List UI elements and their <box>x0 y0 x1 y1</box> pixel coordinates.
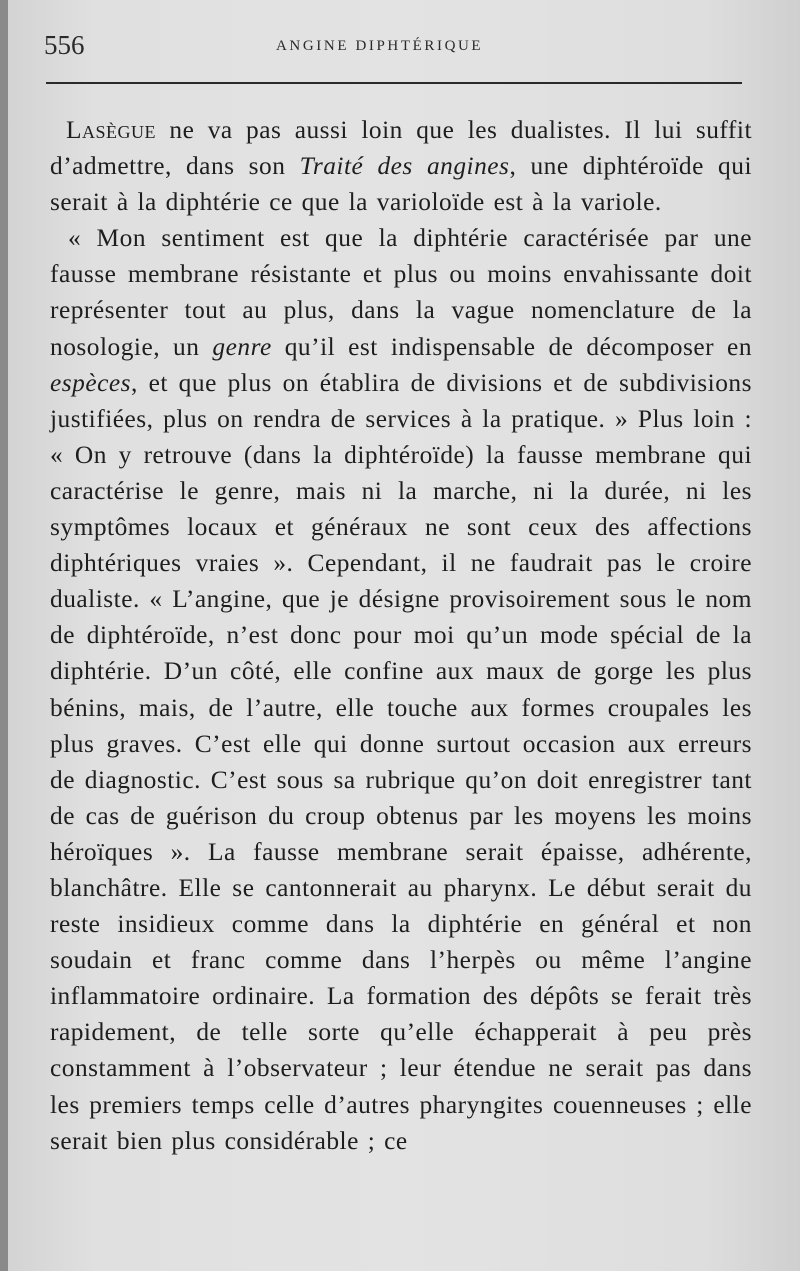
paragraph-2-text-2: qu’il est indispensable de décomposer en <box>271 332 753 361</box>
paragraph-1-text-1: ne va pas aussi loin que les dualistes. Il lui suffit d’admettre, dans son <box>50 116 752 181</box>
page-number: 556 <box>44 30 85 60</box>
page-left-edge <box>0 0 8 1271</box>
body-text <box>50 112 752 1159</box>
header-rule <box>46 82 742 84</box>
paragraph-2-text-3: , et que plus on établira de divisions et de subdivisions justifiées, plus on rendra de services à la pratique. » Plus loin : « On y retrouve (dans la diphtéroïde) la fausse membrane qui caractérise le genre, mais ni la marche, ni la durée, ni les symptômes locaux et généraux ne sont ceux des affections diphtériques vraies ». Cependant, il ne faudrait pas le croire dualiste. « L’angine, que je désigne provisoirement sous le nom de diphtéroïde, n’est donc pour moi qu’un mode spécial de la diphtérie. D’un côté, elle confine aux maux de gorge les plus bénins, mais, de l’autre, elle touche aux formes croupales les plus graves. C’est elle qui donne surtout occasion aux erreurs de diagnostic. C’est sous sa rubrique qu’on doit enregistrer tant de cas de guérison du croup obtenus par les moyens les moins héroïques ». La fausse membrane serait épaisse, adhérente, blanchâtre. Elle se cantonnerait au pharynx. Le début serait du reste insidieux comme dans la diphtérie en général et non soudain et franc comme dans l’herpès ou même l’angine inflammatoire ordinaire. La formation des dépôts se ferait très rapidement, de telle sorte qu’elle échapperait à peu près constamment à l’observateur ; leur étendue ne serait pas dans les premiers temps celle d’autres pharyngites couenneuses ; elle serait bien plus considérable ; ce <box>50 368 752 1155</box>
paragraph-2-text-1: « Mon sentiment est que la diphtérie caractérisée par une fausse membrane résistante et plus ou moins envahissante doit représenter tout au plus, dans la vague nomenclature de la nosologie, un <box>50 224 752 361</box>
paragraph-1 <box>50 112 752 220</box>
paragraph-2 <box>50 220 752 1158</box>
running-title: ANGINE DIPHTÉRIQUE <box>276 38 484 54</box>
author-name: Lasègue <box>66 116 157 144</box>
page-header <box>44 30 744 64</box>
italic-especes: espèces <box>50 368 132 397</box>
book-title: Traité des angines <box>299 152 510 181</box>
italic-genre: genre <box>212 332 272 361</box>
paragraph-1-text-2: , une diphtéroïde qui serait à la diphtérie ce que la varioloïde est à la variole. <box>50 152 752 217</box>
